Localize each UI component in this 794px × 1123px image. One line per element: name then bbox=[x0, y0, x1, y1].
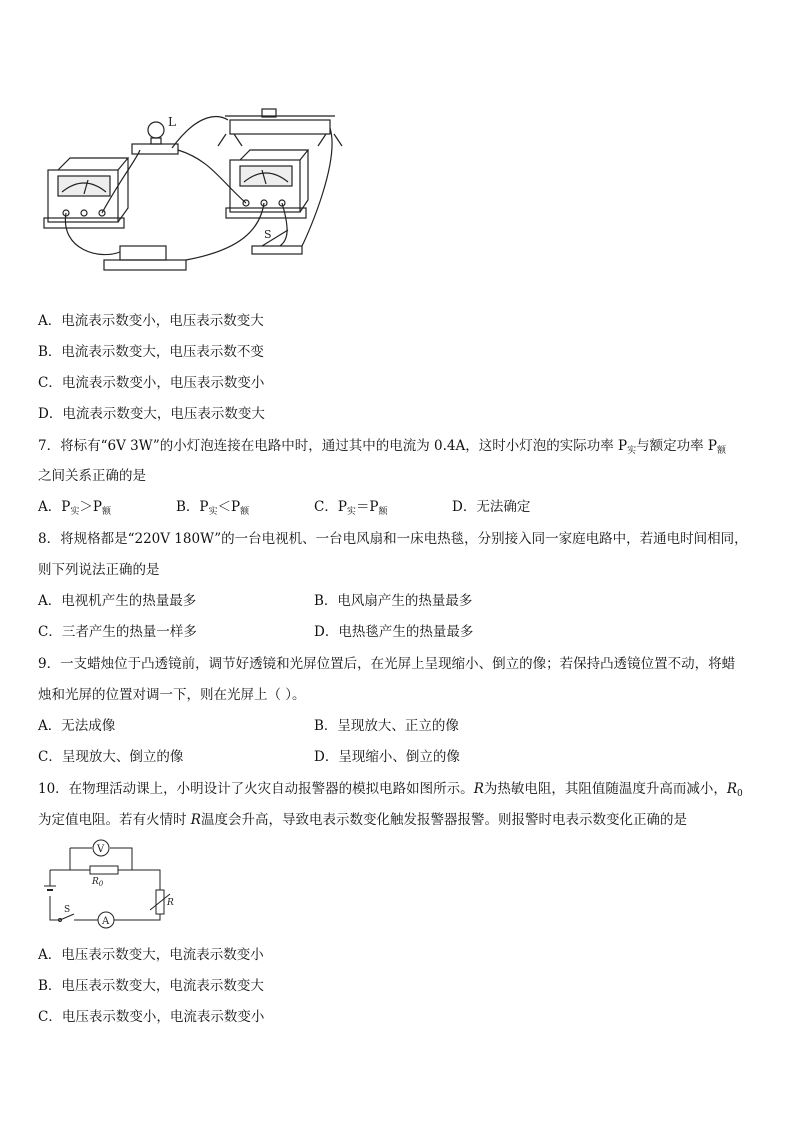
switch-base bbox=[252, 246, 302, 254]
q10-stem-line1: 10．在物理活动课上，小明设计了火灾自动报警器的模拟电路如图所示。R为热敏电阻，其阻值随温度升高而减小，$R_0$ bbox=[38, 781, 743, 799]
q10-option-c: C．电压表示数变小，电流表示数变小 bbox=[38, 1009, 265, 1025]
rheostat-coil bbox=[230, 120, 330, 134]
q8-stem-line1: 8．将规格都是“220V 180W”的一台电视机、一台电风扇和一床电热毯，分别接入同一家庭电路中，若通电时间相同， bbox=[38, 531, 748, 547]
q8-option-b: B．电风扇产生的热量最多 bbox=[314, 593, 473, 609]
battery-cells bbox=[120, 246, 166, 260]
lamp-label: L bbox=[168, 115, 176, 129]
lamp-socket bbox=[151, 138, 161, 144]
q7-option-c: C．$P_实=P_额$ bbox=[314, 499, 388, 517]
r-label: R bbox=[167, 898, 174, 908]
q10-option-a: A．电压表示数变大，电流表示数变小 bbox=[38, 947, 264, 963]
q8-stem-line2: 则下列说法正确的是 bbox=[38, 562, 160, 578]
q7-stem-line1: 7．将标有“6V 3W”的小灯泡连接在电路中时，通过其中的电流为 0.4A，这时小灯泡的实际功率 $P_实$与额定功率 $P_额$ bbox=[38, 438, 727, 456]
q9-option-d: D．呈现缩小、倒立的像 bbox=[314, 749, 460, 765]
q6-option-c: C．电流表示数变小，电压表示数变小 bbox=[38, 375, 265, 391]
r0-label: $R_0$ bbox=[92, 877, 104, 888]
q7-option-b: B．$P_实<P_额$ bbox=[176, 499, 250, 517]
apparatus-figure bbox=[40, 100, 350, 280]
voltmeter-label: V bbox=[97, 844, 105, 855]
switch-label: S bbox=[64, 905, 71, 915]
q6-option-a: A．电流表示数变小，电压表示数变大 bbox=[38, 313, 264, 329]
switch-label: S bbox=[264, 228, 272, 241]
lamp-bulb bbox=[148, 122, 164, 138]
r0-resistor bbox=[90, 866, 118, 874]
q10-stem-line2: 为定值电阻。若有火情时 R温度会升高，导致电表示数变化触发报警器报警。则报警时电表示数变化正确的是 bbox=[38, 812, 687, 828]
q6-option-d: D．电流表示数变大，电压表示数变大 bbox=[38, 406, 265, 422]
q8-option-a: A．电视机产生的热量最多 bbox=[38, 593, 197, 609]
q8-option-d: D．电热毯产生的热量最多 bbox=[314, 624, 474, 640]
q9-option-b: B．呈现放大、正立的像 bbox=[314, 718, 459, 734]
q7-stem-line2: 之间关系正确的是 bbox=[38, 468, 146, 484]
ammeter-label: A bbox=[102, 916, 110, 927]
voltmeter-base bbox=[226, 208, 306, 218]
q7-option-d: D．无法确定 bbox=[452, 499, 531, 515]
ammeter-base bbox=[44, 218, 124, 228]
ammeter-terminal bbox=[81, 210, 87, 216]
rheostat-legs bbox=[218, 134, 342, 146]
q9-option-a: A．无法成像 bbox=[38, 718, 116, 734]
q9-stem-line1: 9．一支蜡烛位于凸透镜前，调节好透镜和光屏位置后，在光屏上呈现缩小、倒立的像；若保持凸透镜位置不动，将蜡 bbox=[38, 656, 736, 672]
q6-option-b: B．电流表示数变大，电压表示数不变 bbox=[38, 344, 264, 360]
q7-option-a: A．$P_实>P_额$ bbox=[38, 499, 111, 517]
q10-option-b: B．电压表示数变大，电流表示数变大 bbox=[38, 978, 264, 994]
q8-option-c: C．三者产生的热量一样多 bbox=[38, 624, 197, 640]
battery-base bbox=[104, 260, 186, 270]
q10-circuit-diagram bbox=[42, 838, 192, 933]
q9-option-c: C．呈现放大、倒立的像 bbox=[38, 749, 184, 765]
r0-wires bbox=[50, 870, 160, 890]
q9-stem-line2: 烛和光屏的位置对调一下，则在光屏上（ ）。 bbox=[38, 687, 306, 703]
